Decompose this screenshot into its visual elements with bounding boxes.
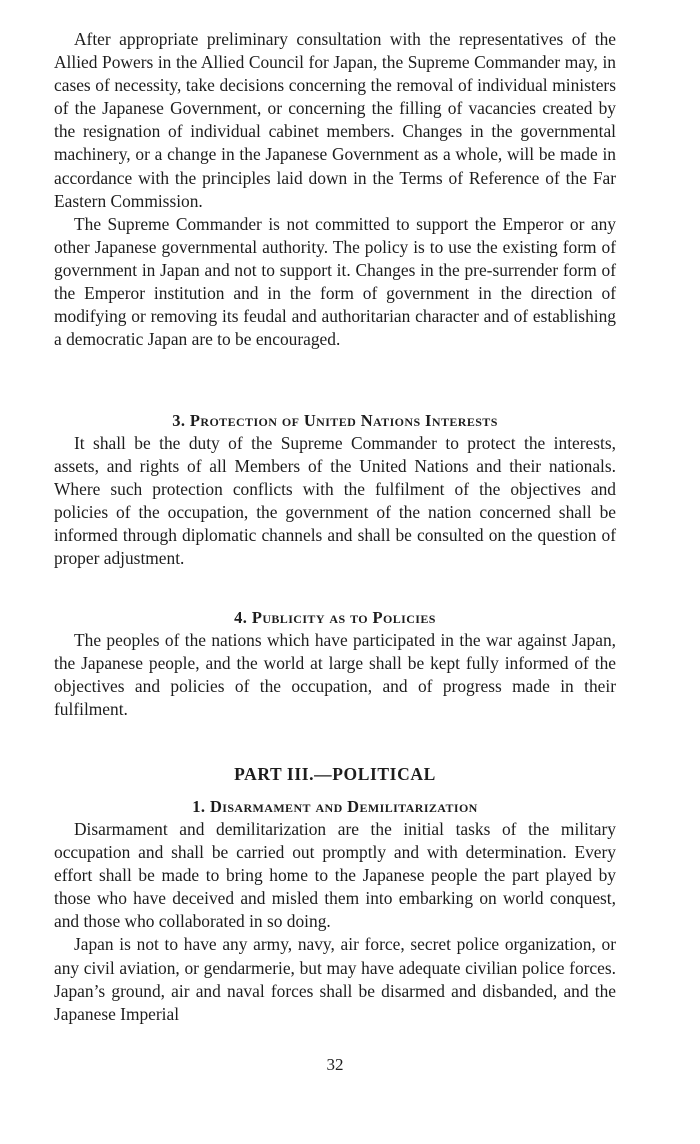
paragraph-emperor: The Supreme Commander is not committed to support the Emperor or any other Japanese governmental authority. The policy is to use the existing form of government in Japan and not to support it. Changes in the pre-surrender form of the Emperor institution and in the form of government in the direction of modifying or removing its feudal and authoritarian character and of establishing a democratic Japan are to be encouraged.	[54, 213, 616, 350]
paragraph-forces: Japan is not to have any army, navy, air force, secret police organization, or any civil aviation, or gendarmerie, but may have adequate civilian police forces. Japan’s ground, air and naval forces shall be disarmed and disbanded, and the Japanese Imperial	[54, 934, 616, 1024]
continued-text-block	[54, 28, 616, 351]
paragraph-disarmament: Disarmament and demilitarization are the initial tasks of the military occupation and shall be carried out promptly and with determination. Every effort shall be made to bring home to the Japanese people the part played by those who have deceived and misled them into embarking on world conquest, and those who collaborated in so doing.	[54, 819, 616, 932]
paragraph-allied-consultation: After appropriate preliminary consultation with the representatives of the Allied Powers in the Allied Council for Japan, the Supreme Commander may, in cases of necessity, take decisions concerning the removal of individual ministers of the Japanese Government, or concerning the filling of vacancies created by the resignation of individual cabinet members. Changes in the governmental machinery, or a change in the Japanese Government as a whole, will be made in accordance with the principles laid down in the Terms of Reference of the Far Eastern Commission.	[54, 29, 616, 211]
section-heading-publicity: 4. Publicity as to Policies	[234, 608, 436, 627]
section-3	[54, 409, 616, 571]
paragraph-un-interests: It shall be the duty of the Supreme Commander to protect the interests, assets, and rights of all Members of the United Nations and their nationals. Where such protection conflicts with the fulfilment of the objectives and policies of the occupation, the government of the nation concerned shall be informed through diplomatic channels and shall be consulted on the question of proper adjustment.	[54, 433, 616, 569]
part-heading: PART III.—POLITICAL	[234, 764, 436, 784]
section-1	[54, 795, 616, 1026]
paragraph-publicity: The peoples of the nations which have participated in the war against Japan, the Japanese people, and the world at large shall be kept fully informed of the objectives and policies of the occupation, and of progress made in their fulfilment.	[54, 630, 616, 720]
section-heading-un-interests: 3. Protection of United Nations Interests	[172, 411, 498, 430]
section-4	[54, 606, 616, 721]
part-three	[54, 763, 616, 786]
page-number: 32	[326, 1055, 344, 1074]
section-heading-disarmament: 1. Disarmament and Demilitarization	[192, 797, 478, 816]
